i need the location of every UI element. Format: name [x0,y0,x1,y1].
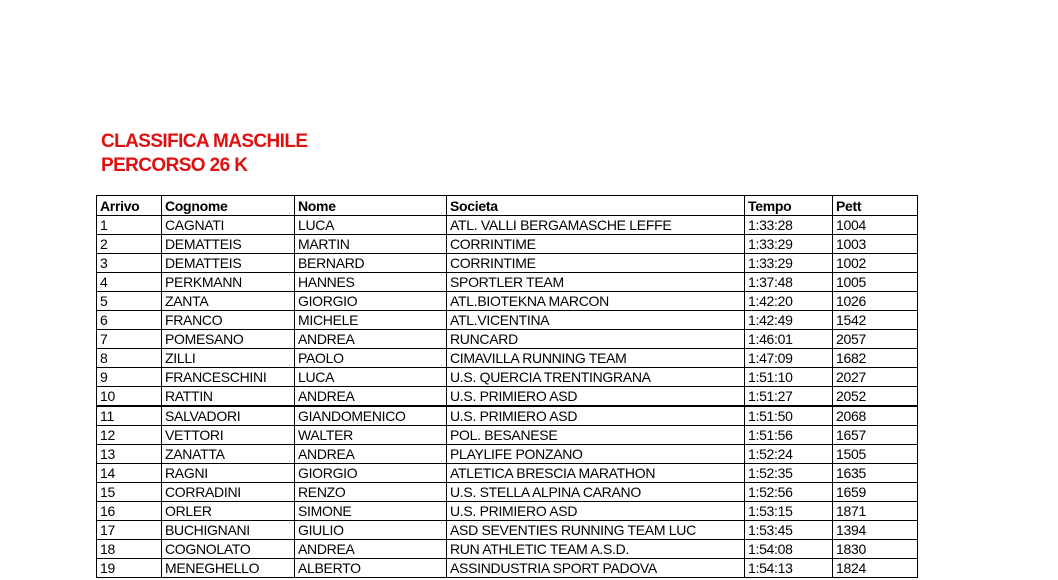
header-cognome: Cognome [162,196,295,216]
cell-societa: U.S. PRIMIERO ASD [447,406,745,426]
table-row [97,235,918,254]
cell-cognome: ORLER [162,502,295,521]
header-pett: Pett [833,196,918,216]
cell-tempo: 1:52:24 [745,445,833,464]
cell-pett: 1542 [833,311,918,330]
cell-pett: 1824 [833,559,918,578]
cell-arrivo: 8 [97,349,162,368]
cell-tempo: 1:42:49 [745,311,833,330]
cell-arrivo: 14 [97,464,162,483]
table-row [97,540,918,559]
cell-pett: 2068 [833,406,918,426]
cell-societa: U.S. STELLA ALPINA CARANO [447,483,745,502]
cell-nome: GIULIO [295,521,447,540]
cell-nome: MICHELE [295,311,447,330]
cell-tempo: 1:53:15 [745,502,833,521]
cell-arrivo: 10 [97,387,162,407]
cell-pett: 2052 [833,387,918,407]
table-row [97,273,918,292]
cell-societa: ATL.BIOTEKNA MARCON [447,292,745,311]
title-line-1: CLASSIFICA MASCHILE [101,131,308,152]
cell-societa: U.S. PRIMIERO ASD [447,387,745,407]
cell-nome: ALBERTO [295,559,447,578]
cell-societa: RUN ATHLETIC TEAM A.S.D. [447,540,745,559]
cell-arrivo: 13 [97,445,162,464]
cell-societa: ASD SEVENTIES RUNNING TEAM LUC [447,521,745,540]
table-row [97,254,918,273]
cell-cognome: PERKMANN [162,273,295,292]
cell-arrivo: 5 [97,292,162,311]
cell-societa: RUNCARD [447,330,745,349]
cell-nome: GIORGIO [295,464,447,483]
cell-societa: ATL. VALLI BERGAMASCHE LEFFE [447,216,745,235]
table-row [97,559,918,578]
cell-tempo: 1:51:10 [745,368,833,387]
cell-tempo: 1:52:56 [745,483,833,502]
cell-arrivo: 9 [97,368,162,387]
cell-tempo: 1:47:09 [745,349,833,368]
cell-pett: 1830 [833,540,918,559]
cell-societa: U.S. PRIMIERO ASD [447,502,745,521]
cell-pett: 1005 [833,273,918,292]
table-row [97,311,918,330]
cell-tempo: 1:53:45 [745,521,833,540]
cell-cognome: FRANCESCHINI [162,368,295,387]
header-nome: Nome [295,196,447,216]
table-row [97,445,918,464]
cell-pett: 1394 [833,521,918,540]
cell-societa: ATLETICA BRESCIA MARATHON [447,464,745,483]
cell-societa: CORRINTIME [447,254,745,273]
cell-tempo: 1:46:01 [745,330,833,349]
cell-tempo: 1:33:28 [745,216,833,235]
cell-nome: HANNES [295,273,447,292]
cell-tempo: 1:54:08 [745,540,833,559]
cell-pett: 1682 [833,349,918,368]
cell-cognome: MENEGHELLO [162,559,295,578]
results-table [96,195,918,578]
cell-cognome: COGNOLATO [162,540,295,559]
table-row [97,349,918,368]
cell-pett: 1003 [833,235,918,254]
cell-arrivo: 12 [97,426,162,445]
cell-nome: GIANDOMENICO [295,406,447,426]
cell-arrivo: 11 [97,406,162,426]
cell-societa: CORRINTIME [447,235,745,254]
cell-nome: GIORGIO [295,292,447,311]
table-row [97,483,918,502]
cell-nome: BERNARD [295,254,447,273]
cell-pett: 1002 [833,254,918,273]
cell-nome: LUCA [295,368,447,387]
cell-cognome: VETTORI [162,426,295,445]
cell-societa: PLAYLIFE PONZANO [447,445,745,464]
table-row [97,406,918,426]
cell-nome: ANDREA [295,445,447,464]
table-row [97,502,918,521]
cell-tempo: 1:52:35 [745,464,833,483]
title-line-2: PERCORSO 26 K [101,155,248,176]
table-row [97,216,918,235]
cell-nome: LUCA [295,216,447,235]
cell-arrivo: 16 [97,502,162,521]
cell-pett: 1659 [833,483,918,502]
cell-cognome: FRANCO [162,311,295,330]
cell-pett: 2057 [833,330,918,349]
cell-tempo: 1:33:29 [745,254,833,273]
cell-pett: 1635 [833,464,918,483]
cell-societa: U.S. QUERCIA TRENTINGRANA [447,368,745,387]
cell-cognome: CORRADINI [162,483,295,502]
cell-cognome: RATTIN [162,387,295,407]
cell-pett: 1026 [833,292,918,311]
table-row [97,521,918,540]
cell-pett: 1004 [833,216,918,235]
cell-nome: PAOLO [295,349,447,368]
cell-societa: CIMAVILLA RUNNING TEAM [447,349,745,368]
cell-cognome: DEMATTEIS [162,254,295,273]
cell-arrivo: 2 [97,235,162,254]
header-societa: Societa [447,196,745,216]
table-row [97,464,918,483]
table-body [97,216,918,578]
table-row [97,292,918,311]
cell-cognome: DEMATTEIS [162,235,295,254]
cell-nome: SIMONE [295,502,447,521]
cell-tempo: 1:51:27 [745,387,833,407]
cell-arrivo: 18 [97,540,162,559]
cell-tempo: 1:54:13 [745,559,833,578]
cell-cognome: BUCHIGNANI [162,521,295,540]
cell-arrivo: 19 [97,559,162,578]
cell-nome: ANDREA [295,540,447,559]
cell-nome: MARTIN [295,235,447,254]
cell-nome: ANDREA [295,330,447,349]
cell-arrivo: 7 [97,330,162,349]
table-header-row [97,196,918,216]
cell-societa: POL. BESANESE [447,426,745,445]
header-arrivo: Arrivo [97,196,162,216]
cell-cognome: RAGNI [162,464,295,483]
cell-cognome: ZILLI [162,349,295,368]
cell-societa: ASSINDUSTRIA SPORT PADOVA [447,559,745,578]
cell-pett: 1505 [833,445,918,464]
cell-arrivo: 4 [97,273,162,292]
cell-arrivo: 6 [97,311,162,330]
cell-cognome: POMESANO [162,330,295,349]
cell-arrivo: 15 [97,483,162,502]
cell-arrivo: 3 [97,254,162,273]
cell-nome: ANDREA [295,387,447,407]
table-row [97,330,918,349]
document-title [101,130,307,178]
cell-societa: ATL.VICENTINA [447,311,745,330]
cell-nome: RENZO [295,483,447,502]
cell-pett: 1871 [833,502,918,521]
cell-cognome: ZANATTA [162,445,295,464]
cell-tempo: 1:37:48 [745,273,833,292]
cell-cognome: SALVADORI [162,406,295,426]
cell-arrivo: 17 [97,521,162,540]
cell-pett: 2027 [833,368,918,387]
cell-societa: SPORTLER TEAM [447,273,745,292]
cell-cognome: ZANTA [162,292,295,311]
cell-nome: WALTER [295,426,447,445]
table-row [97,387,918,407]
table-row [97,426,918,445]
cell-tempo: 1:33:29 [745,235,833,254]
cell-tempo: 1:51:56 [745,426,833,445]
cell-arrivo: 1 [97,216,162,235]
header-tempo: Tempo [745,196,833,216]
cell-cognome: CAGNATI [162,216,295,235]
cell-tempo: 1:51:50 [745,406,833,426]
cell-tempo: 1:42:20 [745,292,833,311]
table-row [97,368,918,387]
cell-pett: 1657 [833,426,918,445]
